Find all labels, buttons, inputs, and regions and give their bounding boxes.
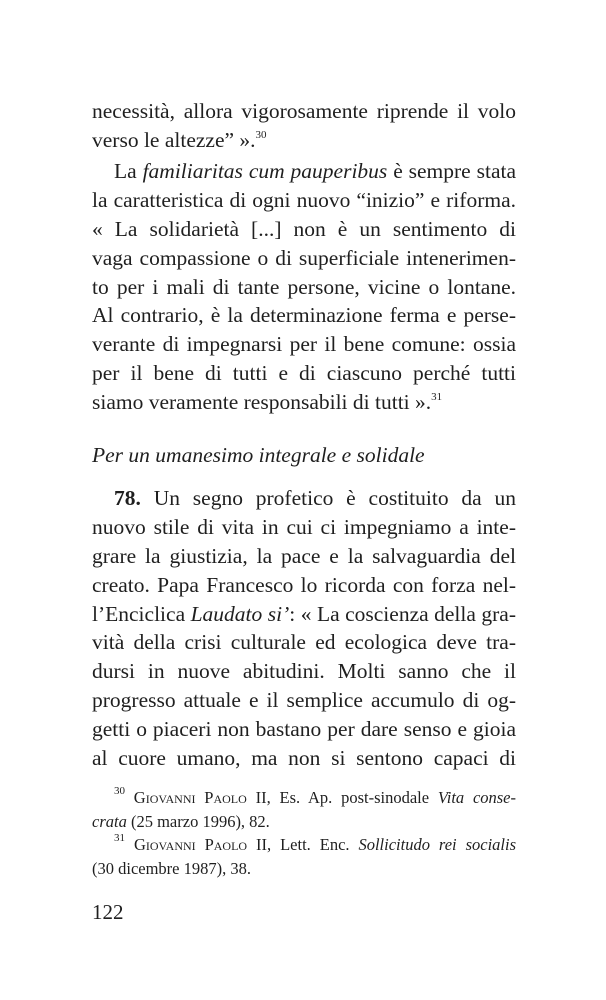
footnote-ref-31: 31	[431, 391, 443, 404]
paragraph-familiaritas	[92, 157, 516, 417]
text-line: siamo veramente responsabili di tutti ».$^{31}$	[92, 390, 443, 415]
text-line: l’Enciclica Laudato si’: « La coscienza della gra-	[92, 601, 517, 626]
paragraph-continuation	[92, 97, 516, 155]
text-line: vaga compassione o di superficiale intenerimen-	[92, 245, 516, 270]
text-line: Al contrario, è la determinazione ferma e perse-	[92, 303, 516, 328]
footnote-ref-30: 30	[255, 128, 267, 141]
text-line: grare la giustizia, la pace e la salvaguardia del	[92, 543, 516, 568]
text-line: La familiaritas cum pauperibus è sempre stata	[114, 159, 517, 183]
text-line: verso le altezze” ».$^{30}$	[92, 127, 267, 152]
footnote-30: $^{30}$ Giovanni Paolo II, Es. Ap. post-sinodale Vita conse-	[114, 785, 517, 807]
paragraph-78	[92, 484, 516, 773]
text-line: verante di impegnarsi per il bene comune: ossia	[92, 332, 516, 357]
text-line: to per i mali di tante persone, vicine o lontane.	[92, 274, 516, 299]
text-line: nuovo stile di vita in cui ci impegniamo a inte-	[92, 514, 516, 539]
italic-title: Laudato si’	[190, 601, 290, 626]
italic-phrase: familiaritas cum pauperibus	[142, 159, 388, 183]
footnotes	[92, 786, 516, 880]
footnote-author: Giovanni Paolo II	[133, 788, 267, 807]
text-line: vità della crisi culturale ed ecologica deve tra-	[92, 630, 516, 655]
text-line: 78. Un segno profetico è costituito da un	[114, 486, 516, 510]
footnote-31-cont: (30 dicembre 1987), 38.	[92, 858, 251, 878]
text-line: la caratteristica di ogni nuovo “inizio” e riforma.	[92, 187, 516, 212]
text-line: « La solidarietà [...] non è un sentimento di	[92, 216, 516, 241]
footnote-author: Giovanni Paolo II	[133, 835, 268, 854]
page-number: 122	[92, 900, 124, 924]
section-heading: Per un umanesimo integrale e solidale	[92, 443, 425, 467]
text-line: necessità, allora vigorosamente riprende il volo	[92, 99, 516, 123]
footnote-31: $^{31}$ Giovanni Paolo II, Lett. Enc. Sollicitudo rei socialis	[114, 832, 516, 854]
paragraph-number: 78.	[114, 486, 141, 510]
text-line: getti o piaceri non bastano per dare senso e gioia	[92, 717, 516, 742]
text-line: creato. Papa Francesco lo ricorda con forza nel-	[92, 572, 516, 597]
text-line: progresso attuale e il semplice accumulo di og-	[92, 688, 516, 713]
text-line: dursi in nuove abitudini. Molti sanno che il	[92, 659, 516, 684]
text-line: per il bene di tutti e di ciascuno perché tutti	[92, 361, 516, 386]
text-line: al cuore umano, ma non si sentono capaci di	[92, 746, 516, 771]
footnote-30-cont: crata (25 marzo 1996), 82.	[92, 811, 270, 831]
